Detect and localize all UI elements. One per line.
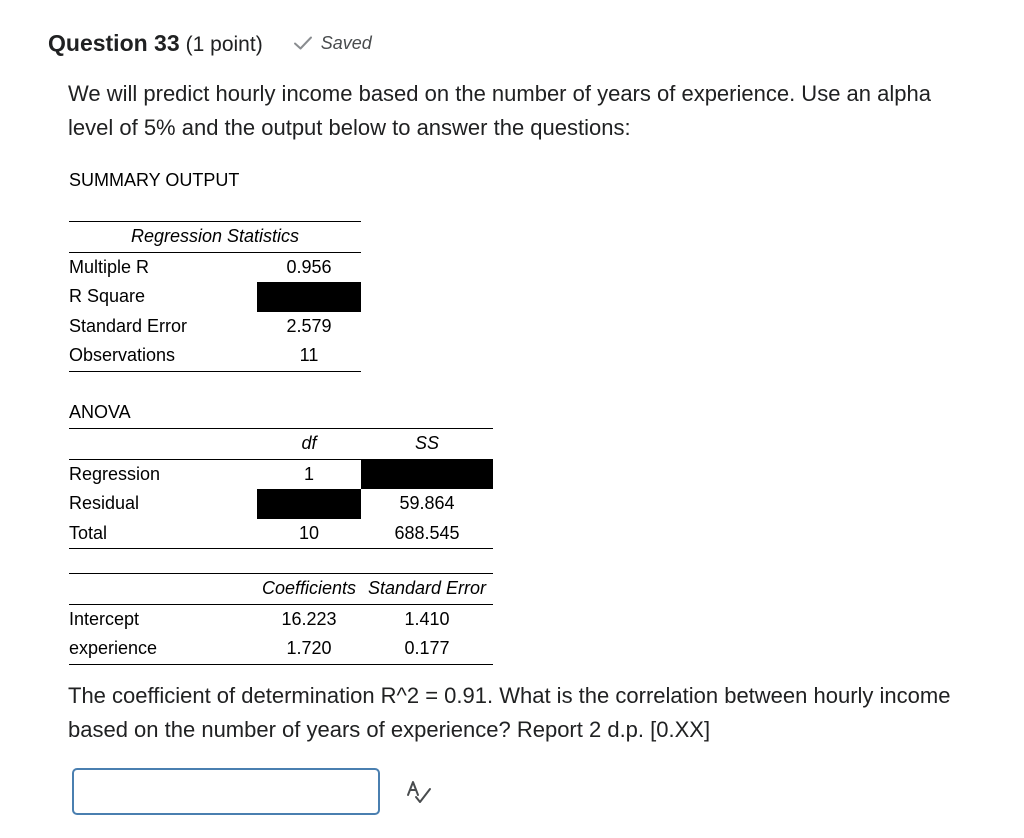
col-standard-error-header: Standard Error [361,574,493,605]
question-points: (1 point) [185,33,263,56]
redacted-cell [257,489,361,519]
table-row [69,252,361,282]
regression-statistics-table [69,221,361,372]
table-row [69,604,493,634]
question-title: Question 33 [48,30,180,56]
row-label: experience [69,634,257,664]
row-label: Observations [69,341,257,371]
col-coefficients-header: Coefficients [257,574,361,605]
row-label: Total [69,519,257,549]
row-label: R Square [69,286,146,307]
table-row [69,282,361,312]
table-header-row [69,574,493,605]
coef-value: 16.223 [281,608,337,629]
question-intro: We will predict hourly income based on the number of years of experience. Use an alpha level of 5% and the output below to answer the questions: [68,81,931,140]
answer-input[interactable] [72,768,380,815]
row-value: 2.579 [286,315,332,336]
summary-output-title: SUMMARY OUTPUT [69,170,240,190]
table-header-row [69,429,493,460]
ss-value: 688.545 [361,519,493,549]
table-row [69,634,493,664]
coefficients-table [69,573,493,665]
row-label: Multiple R [69,256,150,277]
col-ss-header: SS [361,429,493,460]
row-label: Residual [69,493,140,514]
df-value: 1 [303,463,314,484]
redacted-cell [361,459,493,489]
header-blank [69,429,257,460]
table-row [69,519,493,549]
se-value: 0.177 [361,634,493,664]
row-label: Regression [69,463,161,484]
table-row [69,341,361,371]
df-value: 10 [257,519,361,549]
table-header-row [69,222,361,253]
col-df-header: df [257,429,361,460]
question-header [48,30,372,57]
row-value: 0.956 [286,256,332,277]
row-value: 11 [257,341,361,371]
row-label: Intercept [69,608,140,629]
redacted-cell [257,282,361,312]
spell-check-icon[interactable] [405,779,433,805]
table-row [69,312,361,342]
header-blank [69,574,257,605]
table-row [69,489,493,519]
question-prompt: The coefficient of determination R^2 = 0.91. What is the correlation between hourly income based on the number of years of experience? Report 2 d.p. [0.XX] [68,683,951,742]
anova-title: ANOVA [69,402,131,422]
anova-table [69,428,493,549]
regression-statistics-header: Regression Statistics [69,222,361,253]
coef-value: 1.720 [257,634,361,664]
check-icon [293,35,313,51]
saved-label: Saved [320,32,372,53]
row-label: Standard Error [69,315,188,336]
table-row [69,459,493,489]
se-value: 1.410 [404,608,450,629]
ss-value: 59.864 [399,493,455,514]
saved-status [293,33,372,54]
